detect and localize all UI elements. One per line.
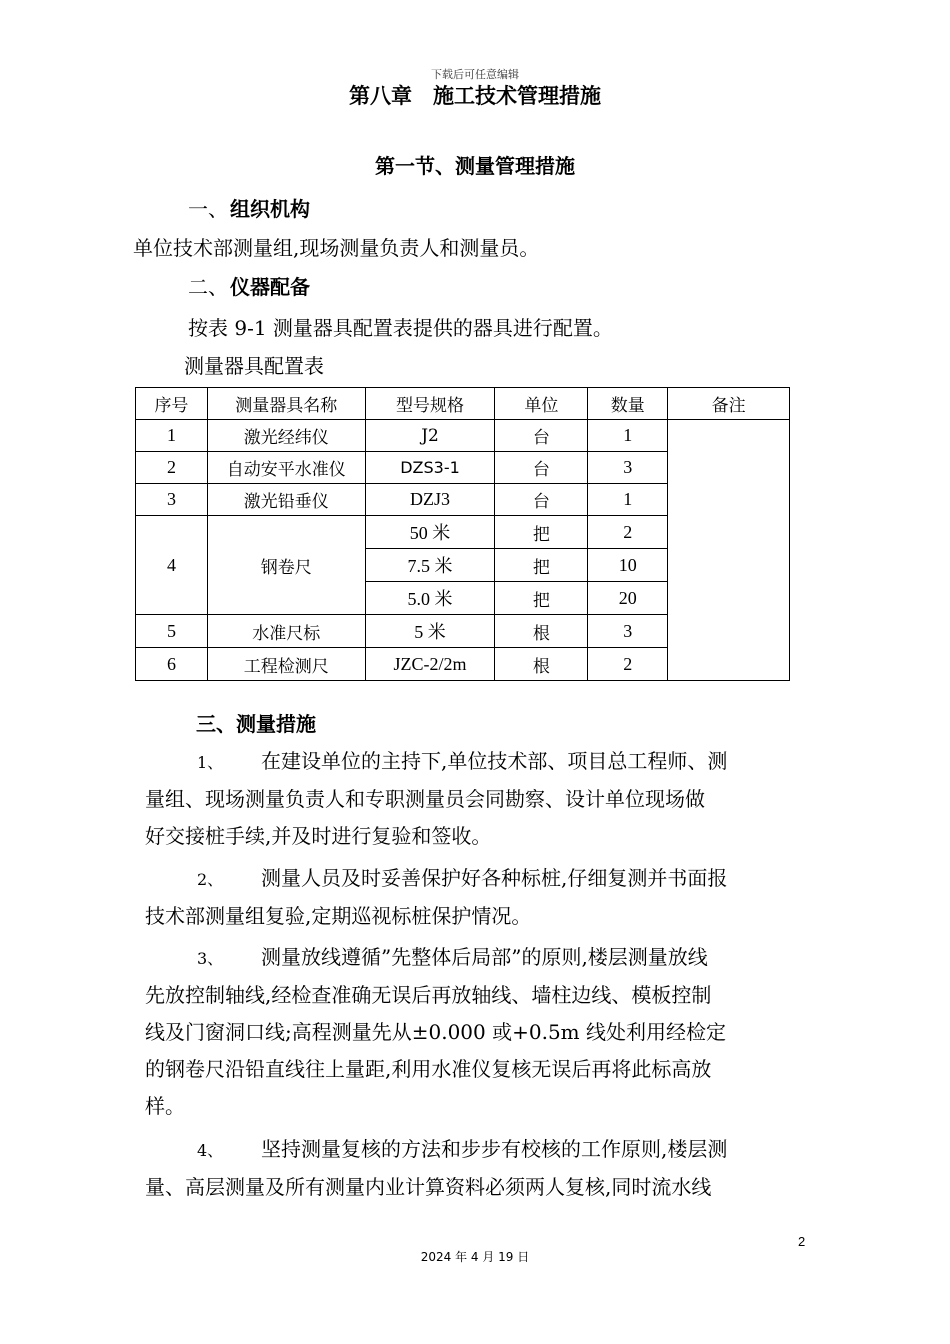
instruments-text: 按表 9-1 测量器具配置表提供的器具进行配置。: [188, 316, 613, 340]
page-number: 2: [798, 1234, 806, 1249]
item-index: 2、: [197, 870, 224, 889]
heading-text: 仪器配备: [230, 275, 310, 299]
measure-item-1: [145, 743, 810, 855]
line-text: 在建设单位的主持下,单位技术部、项目总工程师、测: [261, 749, 728, 773]
heading-organization: [188, 193, 310, 222]
cell-unit: 把: [495, 516, 588, 549]
para-line: 量、高层测量及所有测量内业计算资料必须两人复核,同时流水线: [145, 1175, 712, 1199]
cell-no: 2: [136, 452, 208, 484]
cell-no: 5: [136, 615, 208, 648]
footer-date: 2024 年 4 月 19 日: [420, 1250, 530, 1264]
item-index: 3、: [197, 949, 224, 968]
para-line: 线及门窗洞口线;高程测量先从±0.000 或+0.5m 线处利用经检定: [145, 1020, 726, 1044]
para-line: 的钢卷尺沿铅直线往上量距,利用水准仪复核无误后再将此标高放: [145, 1057, 712, 1081]
cell-name: 工程检测尺: [207, 648, 365, 681]
header-cell: 数量: [588, 388, 668, 420]
para-line: 好交接桩手续,并及时进行复验和签收。: [145, 824, 492, 848]
header-cell: 型号规格: [365, 388, 495, 420]
heading-number: 二、: [188, 275, 228, 299]
para-line: [145, 1131, 810, 1169]
cell-no: 6: [136, 648, 208, 681]
line-text: 坚持测量复核的方法和步步有校核的工作原则,楼层测: [261, 1137, 728, 1161]
cell-unit: 台: [495, 484, 588, 516]
cell-no: 1: [136, 420, 208, 452]
header-note: 下载后可任意编辑: [431, 68, 519, 81]
para-line: 技术部测量组复验,定期巡视标桩保护情况。: [145, 904, 532, 928]
cell-spec: 5.0 米: [365, 582, 495, 615]
heading-instruments: [188, 271, 310, 300]
para-line: [145, 743, 810, 781]
cell-unit: 台: [495, 420, 588, 452]
para-line: 样。: [145, 1094, 185, 1118]
para-line: 量组、现场测量负责人和专职测量员会同勘察、设计单位现场做: [145, 787, 705, 811]
table-caption: 测量器具配置表: [184, 354, 324, 378]
line-text: 测量放线遵循”先整体后局部”的原则,楼层测量放线: [261, 945, 708, 969]
cell-name: 激光铅垂仪: [207, 484, 365, 516]
heading-text: 组织机构: [230, 197, 310, 221]
organization-text: 单位技术部测量组,现场测量负责人和测量员。: [133, 236, 540, 260]
chapter-title: 第八章 施工技术管理措施: [349, 84, 601, 108]
cell-name: 钢卷尺: [207, 516, 365, 615]
header-cell: 序号: [136, 388, 208, 420]
item-index: 1、: [197, 753, 224, 772]
cell-name: 激光经纬仪: [207, 420, 365, 452]
cell-unit: 根: [495, 648, 588, 681]
cell-qty: 1: [588, 484, 668, 516]
table-header-row: [136, 388, 790, 420]
heading-measures: 三、测量措施: [196, 712, 316, 736]
cell-no: 4: [136, 516, 208, 615]
cell-unit: 把: [495, 582, 588, 615]
cell-qty: 2: [588, 516, 668, 549]
cell-spec: 50 米: [365, 516, 495, 549]
equipment-table: [135, 387, 790, 681]
para-line: [145, 860, 810, 898]
line-text: 测量人员及时妥善保护好各种标桩,仔细复测并书面报: [261, 866, 728, 890]
measure-item-3: [145, 939, 810, 1125]
cell-qty: 1: [588, 420, 668, 452]
measure-item-2: [145, 860, 810, 935]
cell-unit: 台: [495, 452, 588, 484]
cell-qty: 2: [588, 648, 668, 681]
cell-spec: 7.5 米: [365, 549, 495, 582]
header-cell: 测量器具名称: [207, 388, 365, 420]
cell-spec: J2: [365, 420, 495, 452]
cell-name: 自动安平水准仪: [207, 452, 365, 484]
header-cell: 单位: [495, 388, 588, 420]
cell-spec: DZS3-1: [365, 452, 495, 484]
heading-number: 一、: [188, 197, 228, 221]
cell-qty: 3: [588, 615, 668, 648]
cell-qty: 3: [588, 452, 668, 484]
para-line: 先放控制轴线,经检查准确无误后再放轴线、墙柱边线、模板控制: [145, 983, 712, 1007]
header-cell: 备注: [668, 388, 790, 420]
item-index: 4、: [197, 1141, 224, 1160]
cell-qty: 20: [588, 582, 668, 615]
cell-no: 3: [136, 484, 208, 516]
section-title: 第一节、测量管理措施: [375, 154, 575, 178]
measure-item-4: [145, 1131, 810, 1206]
cell-spec: DZJ3: [365, 484, 495, 516]
cell-spec: 5 米: [365, 615, 495, 648]
cell-name: 水准尺标: [207, 615, 365, 648]
cell-unit: 把: [495, 549, 588, 582]
cell-spec: JZC-2/2m: [365, 648, 495, 681]
table-row: [136, 420, 790, 452]
cell-remarks: [668, 420, 790, 681]
cell-qty: 10: [588, 549, 668, 582]
para-line: [145, 939, 810, 977]
cell-unit: 根: [495, 615, 588, 648]
